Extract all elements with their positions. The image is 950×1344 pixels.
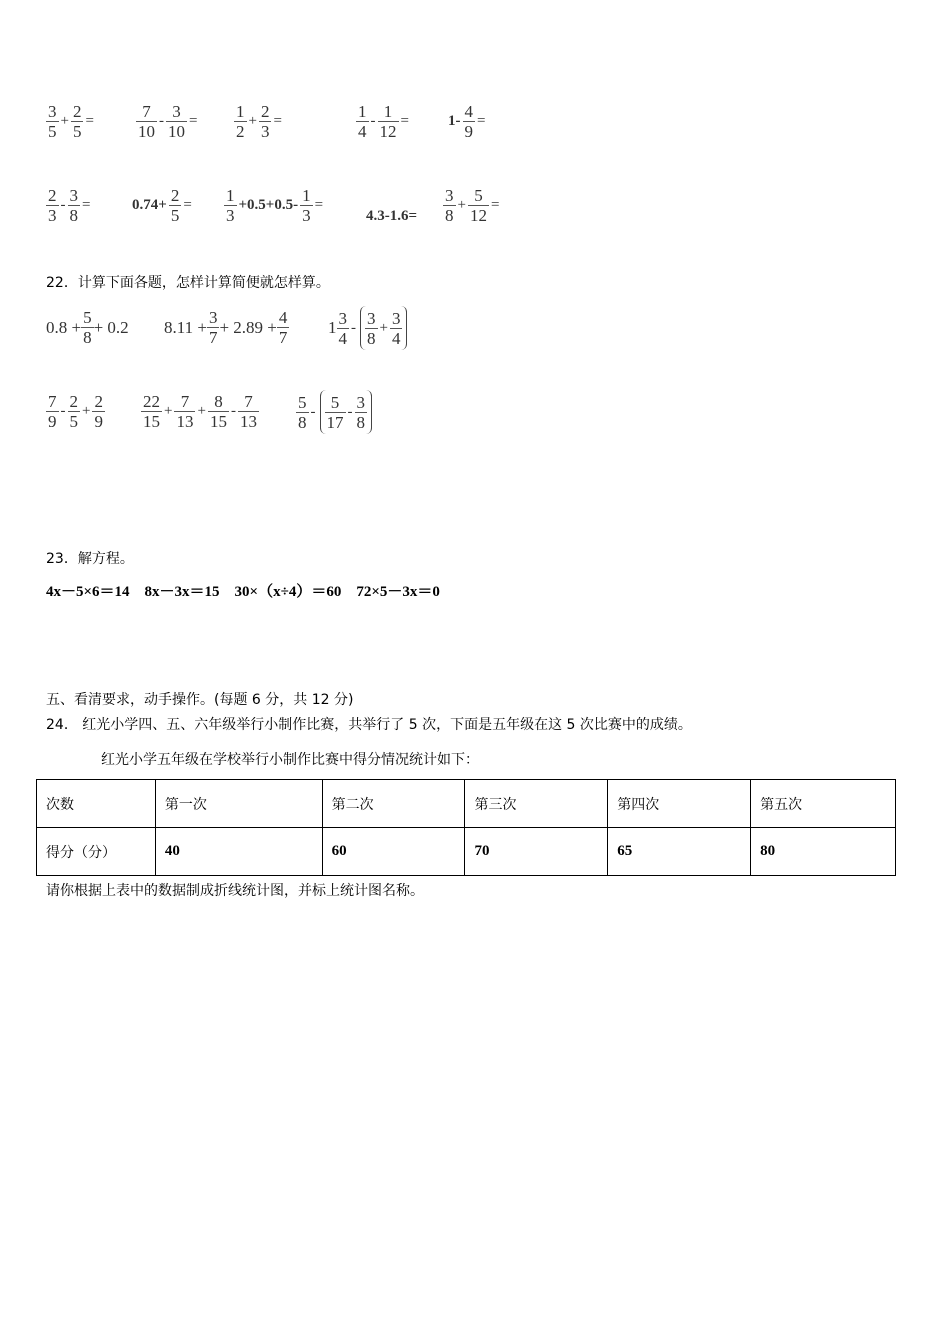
fraction: $\frac{7}{9}$	[48, 392, 57, 431]
fraction: $\frac{7}{13}$	[176, 392, 194, 431]
fraction: $\frac{3}{7}$	[208, 308, 218, 347]
fraction: $\frac{8}{15}$	[209, 392, 227, 431]
question-23-title: 23．解方程。	[46, 551, 134, 567]
parentheses: $\frac{5}{17}$ - $\frac{3}{8}$	[320, 390, 373, 434]
oral-calc-row-1: $\frac{3}{5}$ + $\frac{2}{5}$ =	[48, 102, 94, 141]
score-cell: 60	[322, 828, 465, 876]
fraction: $\frac{3}{8}$	[445, 186, 454, 225]
instruction-text: 请你根据上表中的数据制成折线统计图，并标上统计图名称。	[46, 883, 424, 899]
header-cell: 第一次	[155, 780, 322, 828]
oral-calc-row-1-expr-5: 1- $\frac{4}{9}$ =	[448, 102, 486, 141]
fraction: $\frac{3}{10}$	[168, 102, 185, 141]
oral-calc-row-2-expr-4: 4.3-1.6=	[366, 208, 418, 224]
fraction: $\frac{2}{5}$	[69, 392, 78, 431]
q22-expr-4: $\frac{7}{9}$ - $\frac{2}{5}$ + $\frac{2}{9}$	[48, 392, 103, 431]
header-cell: 第四次	[608, 780, 751, 828]
parentheses: $\frac{3}{8}$ + $\frac{3}{4}$	[360, 306, 407, 350]
oral-calc-row-2-expr-5: $\frac{3}{8}$ + $\frac{5}{12}$ =	[445, 186, 500, 225]
fraction: $\frac{1}{3}$	[226, 186, 235, 225]
header-cell: 第二次	[322, 780, 465, 828]
question-22-title: 22．计算下面各题，怎样计算简便就怎样算。	[46, 275, 330, 291]
fraction: $\frac{5}{12}$	[469, 186, 487, 225]
score-cell: 70	[465, 828, 608, 876]
fraction: $\frac{3}{8}$	[356, 392, 365, 432]
q22-expr-3: 1 $\frac{3}{4}$ - $\frac{3}{8}$ + $\frac{3}{4}$	[328, 306, 409, 350]
fraction: $\frac{5}{8}$	[298, 392, 307, 432]
table-caption: 红光小学五年级在学校举行小制作比赛中得分情况统计如下：	[101, 752, 479, 768]
fraction: $\frac{2}{3}$	[48, 186, 57, 225]
oral-calc-row-1-expr-2: $\frac{7}{10}$ - $\frac{3}{10}$ =	[138, 102, 198, 141]
oral-calc-row-2-expr-3: $\frac{1}{3}$ +0.5+0.5- $\frac{1}{3}$ =	[226, 186, 324, 225]
score-cell: 65	[608, 828, 751, 876]
q22-expr-6: $\frac{5}{8}$ - $\frac{5}{17}$ - $\frac{3}{8}$	[296, 390, 374, 434]
header-cell: 第三次	[465, 780, 608, 828]
question-24-text: 24． 红光小学四、五、六年级举行小制作比赛，共举行了 5 次，下面是五年级在这 5 次比赛中的成绩。	[46, 717, 692, 733]
section-5-heading: 五、看清要求，动手操作。(每题 6 分，共 12 分)	[46, 692, 354, 708]
header-cell: 次数	[37, 780, 156, 828]
table-row	[37, 828, 896, 876]
fraction: $\frac{2}{3}$	[260, 102, 270, 141]
fraction: $\frac{3}{8}$	[69, 186, 78, 225]
score-cell: 40	[155, 828, 322, 876]
q22-expr-2: 8.11 + $\frac{3}{7}$ + 2.89 + $\frac{4}{7}$	[164, 308, 288, 347]
score-table	[36, 779, 896, 876]
fraction: $\frac{3}{4}$	[338, 308, 347, 348]
row-label: 得分（分）	[37, 828, 156, 876]
fraction: $\frac{4}{7}$	[278, 308, 288, 347]
oral-calc-row-1-expr-4: $\frac{1}{4}$ - $\frac{1}{12}$ =	[358, 102, 409, 141]
score-cell: 80	[751, 828, 896, 876]
fraction: $\frac{5}{17}$	[326, 392, 344, 432]
fraction: $\frac{2}{5}$	[170, 186, 180, 225]
q22-expr-5: $\frac{22}{15}$ + $\frac{7}{13}$ + $\frac{8}{15}$ - $\frac{7}{13}$	[143, 392, 257, 431]
oral-calc-row-1-expr-3: $\frac{1}{2}$ + $\frac{2}{3}$ =	[236, 102, 282, 141]
header-cell: 第五次	[751, 780, 896, 828]
oral-calc-row-2-expr-1: $\frac{2}{3}$ - $\frac{3}{8}$ =	[48, 186, 91, 225]
fraction: $\frac{3}{8}$	[367, 308, 376, 348]
fraction: $\frac{5}{8}$	[83, 308, 92, 347]
fraction: $\frac{4}{9}$	[464, 102, 473, 141]
fraction: $\frac{1}{2}$	[236, 102, 245, 141]
fraction: $\frac{3}{5}$	[48, 102, 57, 141]
fraction: $\frac{1}{12}$	[379, 102, 397, 141]
oral-calc-row-2-expr-2: 0.74+ $\frac{2}{5}$ =	[132, 186, 192, 225]
fraction: $\frac{7}{13}$	[239, 392, 257, 431]
fraction: $\frac{1}{4}$	[358, 102, 367, 141]
fraction: $\frac{22}{15}$	[143, 392, 160, 431]
fraction: $\frac{3}{4}$	[391, 308, 401, 348]
fraction: $\frac{2}{9}$	[94, 392, 103, 431]
fraction: $\frac{7}{10}$	[138, 102, 155, 141]
equations-line: 4x－5×6＝14 8x－3x＝15 30×（x÷4）＝60 72×5－3x＝0	[46, 584, 440, 600]
fraction: $\frac{1}{3}$	[302, 186, 311, 225]
table-header-row	[37, 780, 896, 828]
fraction: $\frac{2}{5}$	[72, 102, 82, 141]
q22-expr-1: 0.8 + $\frac{5}{8}$ + 0.2	[46, 308, 129, 347]
